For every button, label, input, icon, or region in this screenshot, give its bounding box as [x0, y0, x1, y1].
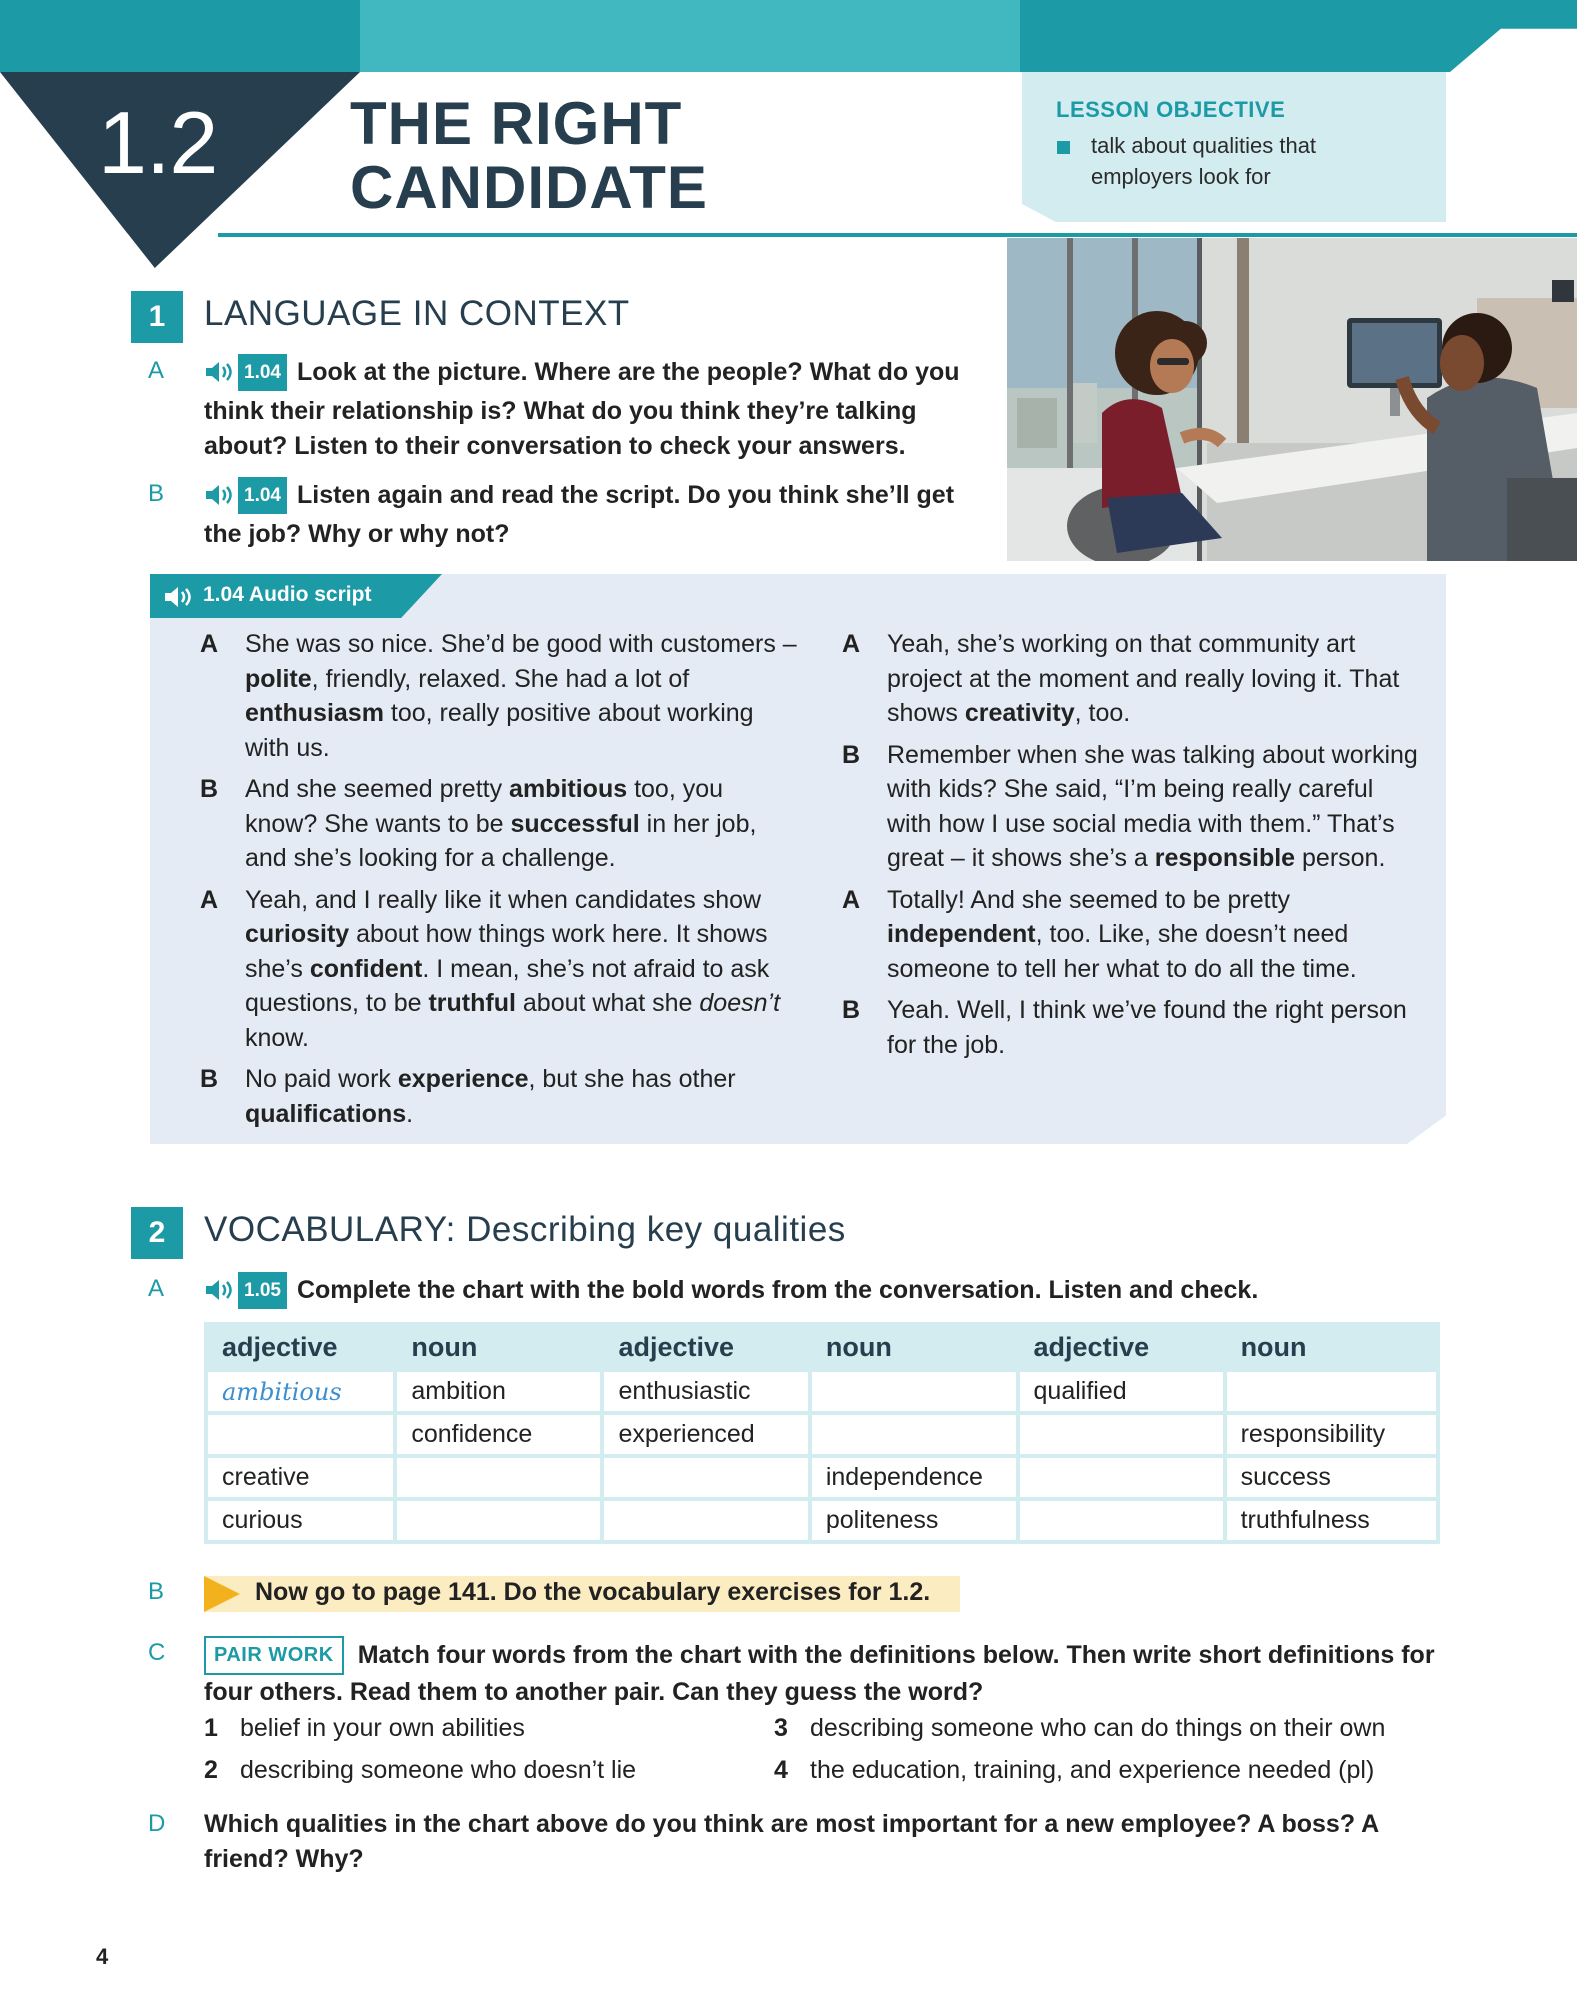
top-bar-accent [360, 0, 1020, 72]
audio-speaker-icon[interactable] [163, 585, 193, 614]
definition-item: 2 describing someone who doesn’t lie [204, 1756, 637, 1784]
chart-cell: politeness [810, 1499, 1018, 1542]
script-text: Totally! And she seemed to be pretty independent, too. Like, she doesn’t need someone to tell her what to do all the time. [887, 885, 1357, 983]
script-line [200, 772, 800, 876]
script-line [842, 993, 1422, 1062]
audio-script-label: 1.04 Audio script [203, 583, 372, 606]
audio-script-left-column [200, 627, 800, 1138]
exercise-letter-1b: B [148, 480, 165, 507]
script-text: No paid work experience, but she has other qualifications. [245, 1065, 736, 1128]
script-speaker: A [842, 630, 861, 658]
chart-cell-blank[interactable] [395, 1456, 602, 1499]
script-line [200, 1062, 800, 1131]
title-underline [218, 233, 1577, 237]
script-text: She was so nice. She’d be good with customers – polite, friendly, relaxed. She had a lot of enthusiasm too, really positive about working with us. [245, 630, 797, 762]
script-text: Yeah, she’s working on that community art project at the moment and really loving it. That shows creativity, too. [887, 630, 1400, 727]
chart-cell: ambition [395, 1370, 602, 1413]
chart-cell-blank[interactable] [395, 1499, 602, 1542]
chart-cell-blank[interactable] [1018, 1456, 1225, 1499]
audio-speaker-icon[interactable] [204, 1277, 234, 1312]
lesson-objective-text: talk about qualities that employers look for [1091, 133, 1317, 189]
exercise-letter-2a: A [148, 1275, 165, 1302]
section-number-2: 2 [131, 1207, 183, 1259]
script-speaker: A [200, 630, 219, 658]
script-speaker: B [200, 775, 219, 803]
script-line [842, 738, 1422, 876]
exercise-letter-2b: B [148, 1578, 165, 1605]
exercise-1b-text: Listen again and read the script. Do you think she’ll get the job? Why or why not? [204, 481, 955, 548]
script-line [842, 627, 1422, 731]
script-speaker: B [200, 1065, 219, 1093]
chart-header: adjective [1018, 1324, 1225, 1370]
lesson-number: 1.2 [98, 93, 218, 192]
chart-cell: independence [810, 1456, 1018, 1499]
chart-cell: confidence [395, 1413, 602, 1456]
script-text: And she seemed pretty ambitious too, you know? She wants to be successful in her job, and she’s looking for a challenge. [245, 775, 757, 872]
chart-cell: experienced [602, 1413, 809, 1456]
script-speaker: B [842, 740, 861, 769]
chart-header: adjective [602, 1324, 809, 1370]
audio-speaker-icon[interactable] [204, 359, 234, 394]
script-speaker: A [200, 885, 219, 914]
chart-cell-blank[interactable] [1225, 1370, 1438, 1413]
exercise-letter-1a: A [148, 357, 165, 384]
script-text: Yeah. Well, I think we’ve found the right person for the job. [887, 996, 1407, 1059]
audio-track-number[interactable]: 1.04 [238, 354, 287, 391]
script-text: Remember when she was talking about working with kids? She said, “I’m being really careful with how I use social media with them.” That’s great – it shows she’s a responsible person. [887, 740, 1418, 872]
chart-header: noun [810, 1324, 1018, 1370]
script-speaker: B [842, 996, 861, 1024]
chart-cell: qualified [1018, 1370, 1225, 1413]
chart-cell-blank[interactable] [1018, 1413, 1225, 1456]
script-text: Yeah, and I really like it when candidates show curiosity about how things work here. It shows she’s confident. I mean, she’s not afraid to ask questions, to be truthful about what she doesn’t know. [245, 885, 781, 1052]
interview-photo [1007, 238, 1577, 561]
definition-item: 4 the education, training, and experience needed (pl) [774, 1756, 1375, 1784]
section-title-vocabulary: VOCABULARY: Describing key qualities [204, 1210, 846, 1249]
chart-cell: curious [206, 1499, 395, 1542]
chart-header-row [206, 1324, 1438, 1370]
audio-track-number[interactable]: 1.04 [238, 477, 287, 514]
chart-cell-blank[interactable] [1018, 1499, 1225, 1542]
audio-track-number[interactable]: 1.05 [238, 1272, 287, 1309]
page-number: 4 [96, 1944, 109, 1969]
square-bullet-icon [1057, 141, 1070, 154]
vocabulary-chart [204, 1322, 1440, 1544]
definition-item: 1 belief in your own abilities [204, 1714, 525, 1742]
interview-photo-illustration [1007, 238, 1577, 561]
lesson-title [350, 92, 708, 220]
section-number-1: 1 [131, 291, 183, 343]
chart-cell: creative [206, 1456, 395, 1499]
chart-cell-blank[interactable] [810, 1370, 1018, 1413]
chart-cell-blank[interactable] [810, 1413, 1018, 1456]
chart-cell-blank[interactable] [602, 1456, 809, 1499]
audio-script-right-column [842, 627, 1422, 1069]
section-title-language-in-context: LANGUAGE IN CONTEXT [204, 294, 630, 333]
chart-cell-blank[interactable] [206, 1413, 395, 1456]
chart-cell: truthfulness [1225, 1499, 1438, 1542]
lesson-title-line1: THE RIGHT [350, 90, 683, 157]
script-speaker: A [842, 885, 861, 914]
chart-header: noun [1225, 1324, 1438, 1370]
chart-row [206, 1456, 1438, 1499]
definition-item: 3 describing someone who can do things on their own [774, 1714, 1386, 1742]
exercise-letter-2d: D [148, 1810, 166, 1837]
exercise-1b-instruction [204, 477, 994, 552]
script-line [200, 883, 800, 1056]
chart-header: noun [395, 1324, 602, 1370]
exercise-1a-text: Look at the picture. Where are the people? What do you think their relationship is? What do you think they’re talking about? Listen to their conversation to check your answers. [204, 358, 960, 460]
audio-speaker-icon[interactable] [204, 482, 234, 517]
lesson-objective-heading: LESSON OBJECTIVE [1056, 97, 1286, 122]
chart-cell: enthusiastic [602, 1370, 809, 1413]
chart-cell: responsibility [1225, 1413, 1438, 1456]
chart-cell-example: ambitious [206, 1370, 395, 1413]
exercise-2d-instruction: Which qualities in the chart above do you think are most important for a new employee? A boss? A friend? Why? [204, 1810, 1379, 1873]
script-line [200, 627, 800, 765]
exercise-letter-2c: C [148, 1639, 166, 1666]
chart-header: adjective [206, 1324, 395, 1370]
chart-row [206, 1413, 1438, 1456]
exercise-1a-instruction [204, 354, 994, 464]
script-line [842, 883, 1422, 987]
page-reference-text[interactable]: Now go to page 141. Do the vocabulary exercises for 1.2. [255, 1578, 931, 1606]
exercise-2c-instruction: PAIR WORK Match four words from the chart with the definitions below. Then write short definitions for four others. Read them to another pair. Can they guess the word? [204, 1636, 1454, 1710]
lesson-title-line2: CANDIDATE [350, 154, 708, 221]
chart-cell-blank[interactable] [602, 1499, 809, 1542]
exercise-2a-instruction: 1.05 Complete the chart with the bold words from the conversation. Listen and check. [204, 1272, 1444, 1312]
chart-row [206, 1499, 1438, 1542]
chart-cell: success [1225, 1456, 1438, 1499]
pair-work-badge: PAIR WORK [204, 1636, 344, 1675]
chart-row [206, 1370, 1438, 1413]
